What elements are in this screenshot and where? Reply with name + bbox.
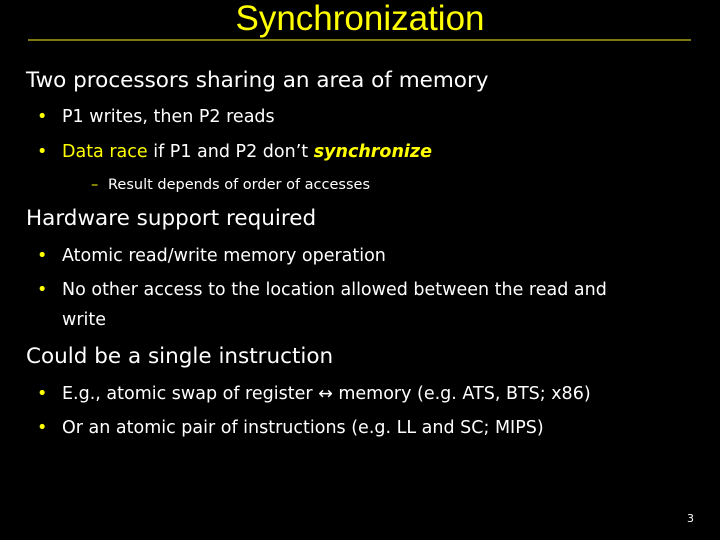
bullet-text: Or an atomic pair of instructions (e.g. LL and SC; MIPS): [62, 418, 544, 438]
bullet-text-continuation: write: [62, 310, 106, 330]
bullet-icon: •: [37, 142, 48, 162]
section-heading-shared-memory: Two processors sharing an area of memory: [26, 68, 489, 93]
section-heading-single-instruction: Could be a single instruction: [26, 344, 334, 369]
bullet-text: P1 writes, then P2 reads: [62, 107, 275, 127]
slide-title: Synchronization: [235, 0, 485, 38]
section-heading-hardware-support: Hardware support required: [26, 206, 317, 231]
bullet-icon: •: [37, 280, 48, 300]
bullet-text: [62, 142, 432, 163]
data-race-term: Data race: [62, 142, 148, 162]
bullet-text: Atomic read/write memory operation: [62, 246, 386, 266]
bullet-icon: •: [37, 418, 48, 438]
sub-bullet-text: Result depends of order of accesses: [108, 177, 370, 193]
bullet-text: E.g., atomic swap of register ↔ memory (e.g. ATS, BTS; x86): [62, 384, 591, 404]
synchronize-term: synchronize: [313, 142, 432, 162]
data-race-middle: if P1 and P2 don’t: [147, 142, 314, 162]
page-number: 3: [687, 512, 694, 525]
dash-icon: –: [91, 177, 99, 193]
bullet-icon: •: [37, 384, 48, 404]
title-divider: [28, 39, 691, 41]
bullet-icon: •: [37, 107, 48, 127]
bullet-icon: •: [37, 246, 48, 266]
bullet-text: No other access to the location allowed between the read and: [62, 280, 607, 300]
